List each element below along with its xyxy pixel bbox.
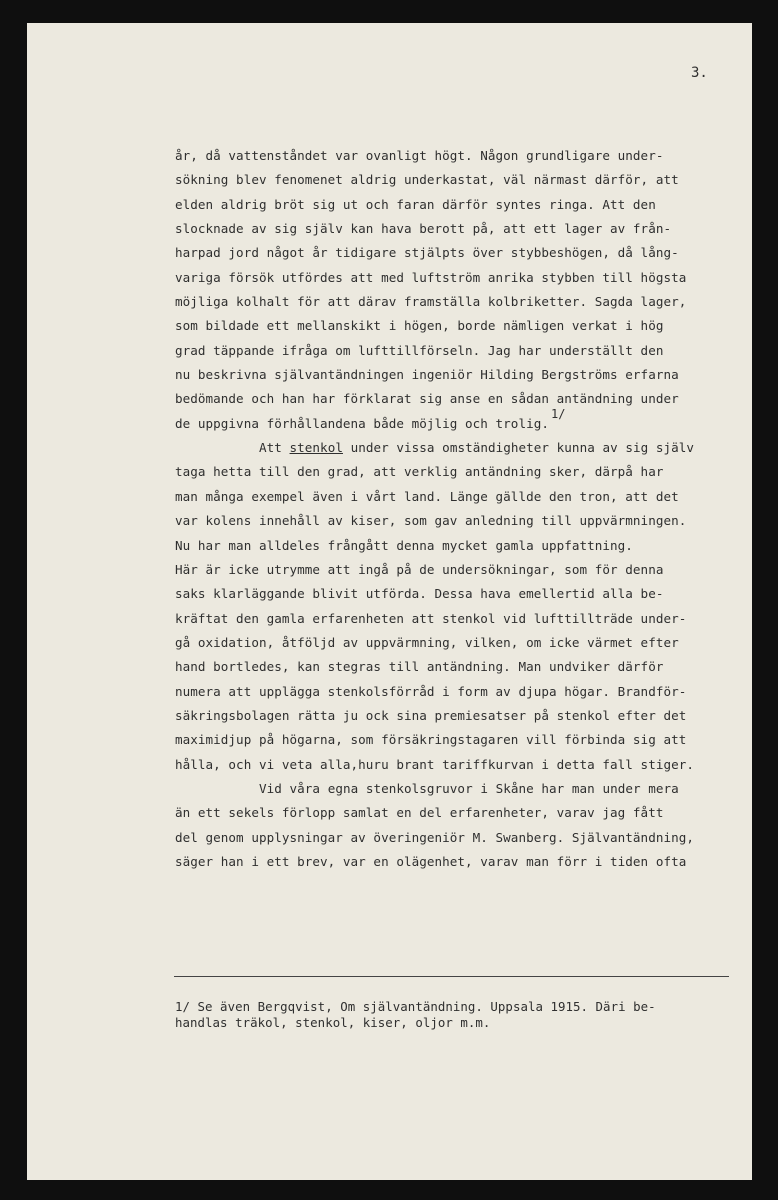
body-text xyxy=(175,144,735,874)
text-line: Nu har man alldeles frångått denna mycket gamla uppfattning. xyxy=(175,537,633,553)
text-line: elden aldrig bröt sig ut och faran därför syntes ringa. Att den xyxy=(175,196,656,212)
text-line-with-footnote-ref xyxy=(175,406,735,436)
text-line: som bildade ett mellanskikt i högen, borde nämligen verkat i hög xyxy=(175,318,664,334)
text-line: slocknade av sig själv kan hava berott på, att ett lager av från- xyxy=(175,221,672,237)
text-line: hand bortledes, kan stegras till antändning. Man undviker därför xyxy=(175,659,664,675)
footnote-separator xyxy=(174,976,729,977)
text-line: man många exempel även i vårt land. Länge gällde den tron, att det xyxy=(175,488,679,504)
text-line: grad täppande ifråga om lufttillförseln. Jag har underställt den xyxy=(175,342,664,358)
underlined-word: stenkol xyxy=(289,440,343,456)
text-line: gå oxidation, åtföljd av uppvärmning, vilken, om icke värmet efter xyxy=(175,634,679,650)
text-line: Här är icke utrymme att ingå på de undersökningar, som för denna xyxy=(175,561,664,577)
text-line: numera att upplägga stenkolsförråd i form av djupa högar. Brandför- xyxy=(175,683,687,699)
text-line: nu beskrivna självantändningen ingeniör Hilding Bergströms erfarna xyxy=(175,367,679,383)
text-line: än ett sekels förlopp samlat en del erfarenheter, varav jag fått xyxy=(175,805,664,821)
text-line: säger han i ett brev, var en olägenhet, varav man förr i tiden ofta xyxy=(175,853,687,869)
text-line: hålla, och vi veta alla,huru brant tariffkurvan i detta fall stiger. xyxy=(175,756,694,772)
text-line: harpad jord något år tidigare stjälpts över stybbeshögen, då lång- xyxy=(175,245,679,261)
text-line: saks klarläggande blivit utförda. Dessa hava emellertid alla be- xyxy=(175,586,664,602)
footnote-reference: 1/ xyxy=(550,406,566,421)
text-line: taga hetta till den grad, att verklig antändning sker, därpå har xyxy=(175,464,664,480)
text-segment: under vissa omständigheter kunna av sig själv xyxy=(342,440,695,456)
text-line: kräftat den gamla erfarenheten att stenkol vid lufttillträde under- xyxy=(175,610,687,626)
footnote xyxy=(175,999,735,1031)
text-line: bedömande och han har förklarat sig anse en sådan antändning under xyxy=(175,391,679,407)
document-page xyxy=(27,23,752,1180)
text-line: år, då vattenståndet var ovanligt högt. Någon grundligare under- xyxy=(175,148,664,163)
paragraph-start-line: Vid våra egna stenkolsgruvor i Skåne har man under mera xyxy=(259,780,679,796)
text-line: möjliga kolhalt för att därav framställa kolbriketter. Sagda lager, xyxy=(175,294,687,310)
text-line: säkringsbolagen rätta ju ock sina premiesatser på stenkol efter det xyxy=(175,707,687,723)
text-line: sökning blev fenomenet aldrig underkastat, väl närmast därför, att xyxy=(175,172,679,188)
page-number: 3. xyxy=(691,65,708,81)
footnote-line: 1/ Se även Bergqvist, Om självantändning. Uppsala 1915. Däri be- xyxy=(175,999,656,1014)
text-segment: Att xyxy=(259,440,290,456)
text-line: variga försök utfördes att med luftström anrika stybben till högsta xyxy=(175,269,687,285)
text-line: del genom upplysningar av överingeniör M. Swanberg. Självantändning, xyxy=(175,829,694,845)
footnote-line: handlas träkol, stenkol, kiser, oljor m.m. xyxy=(175,1015,491,1030)
text-line: var kolens innehåll av kiser, som gav anledning till uppvärmningen. xyxy=(175,513,687,529)
paragraph-start-line xyxy=(175,436,735,460)
text-line: maximidjup på högarna, som försäkringstagaren vill förbinda sig att xyxy=(175,732,687,748)
text-segment: de uppgivna förhållandena både möjlig och trolig. xyxy=(175,415,549,431)
